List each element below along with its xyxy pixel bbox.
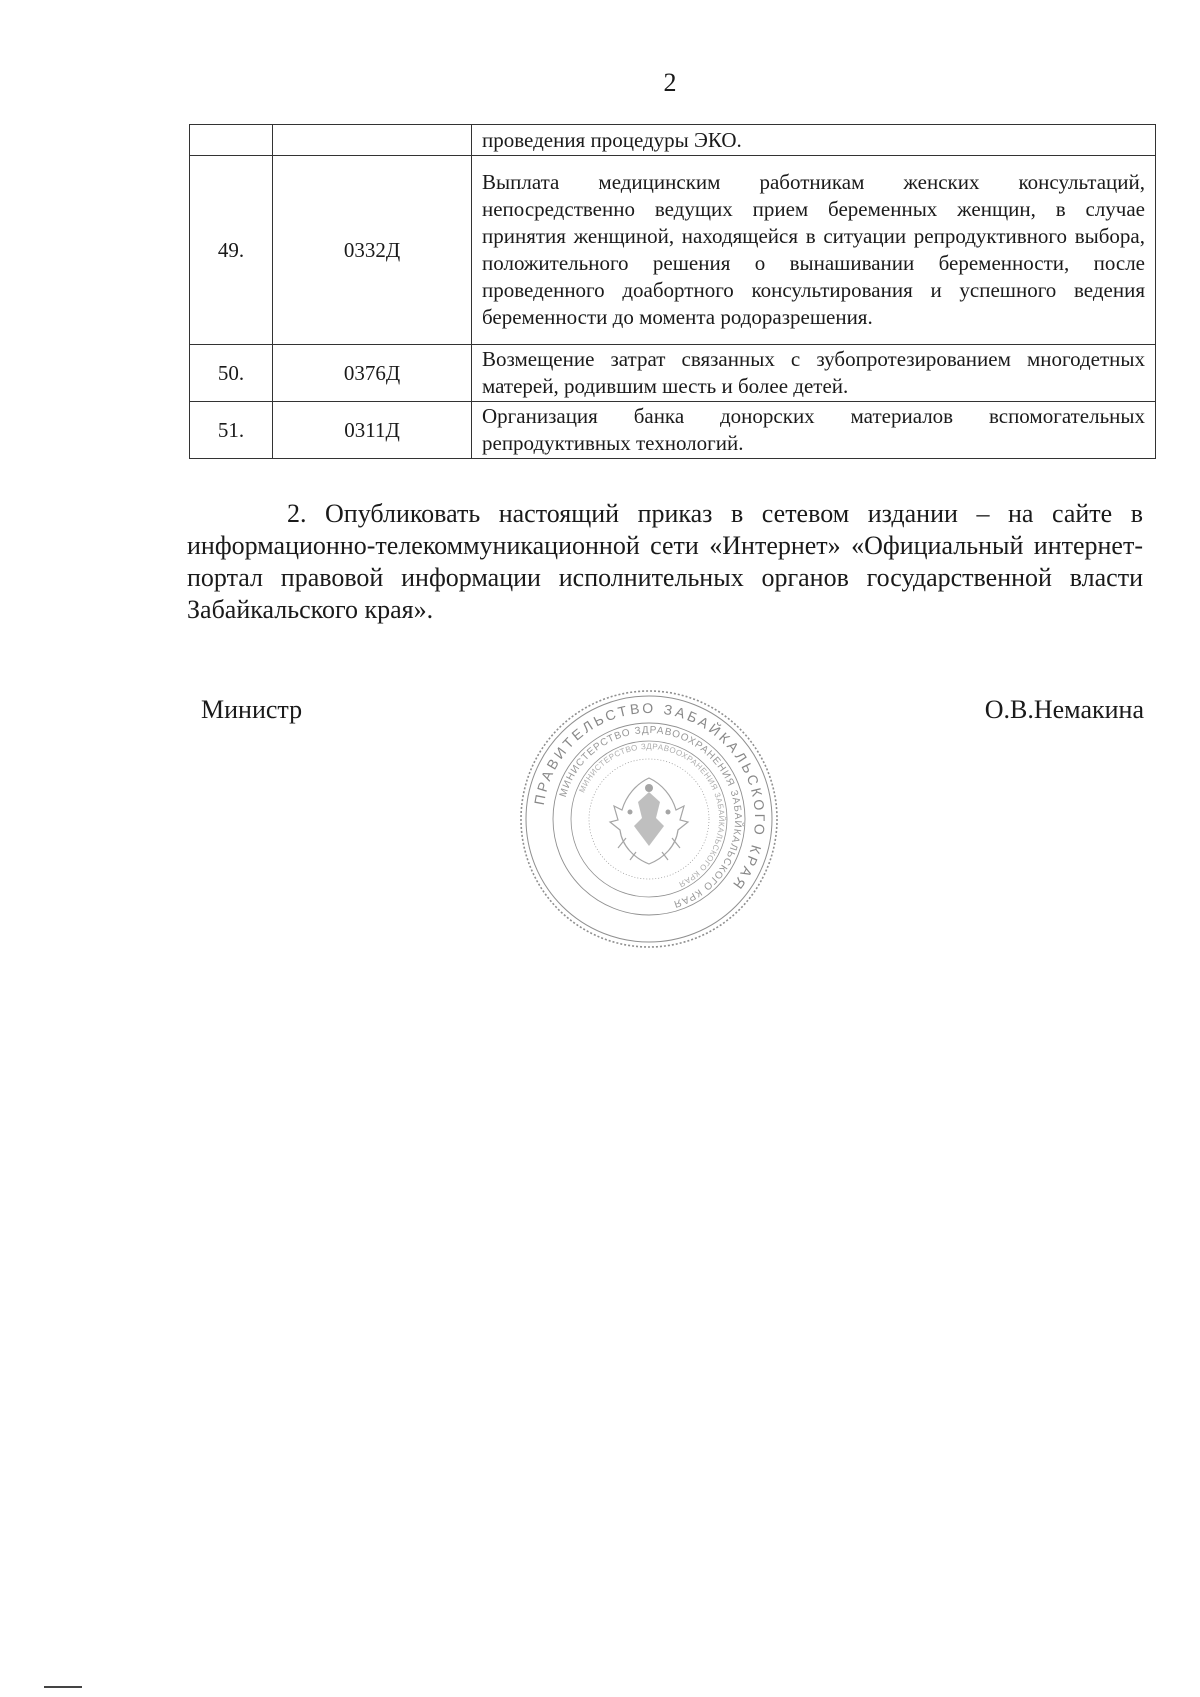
row-number: 50. [190, 345, 273, 402]
row-code: 0332Д [273, 156, 472, 345]
row-description: Организация банка донорских материалов вспомогательных репродуктивных технологий. [472, 402, 1156, 459]
seal-outer-text: ПРАВИТЕЛЬСТВО ЗАБАЙКАЛЬСКОГО КРАЯ [530, 699, 769, 895]
row-number: 51. [190, 402, 273, 459]
page-number: 2 [663, 68, 677, 97]
row-number: 49. [190, 156, 273, 345]
publication-paragraph: 2. Опубликовать настоящий приказ в сетевом издании – на сайте в информационно-телекоммуникационной сети «Интернет» «Официальный интернет-портал правовой информации исполнительных органов государственной власти Забайкальского края». [187, 499, 1143, 624]
row-description: Возмещение затрат связанных с зубопротезированием многодетных матерей, родившим шесть и более детей. [472, 345, 1156, 402]
official-seal [518, 688, 780, 950]
table-row [190, 345, 1156, 402]
coat-of-arms-emblem [610, 778, 688, 864]
row-description: проведения процедуры ЭКО. [472, 125, 1156, 156]
items-table [189, 124, 1156, 459]
row-description: Выплата медицинским работникам женских консультаций, непосредственно ведущих прием беременных женщин, в случае принятия женщиной, находящейся в ситуации репродуктивного выбора, положительного решения о вынашивании беременности, после проведенного доабортного консультирования и успешного ведения беременности до момента родоразрешения. [472, 156, 1156, 345]
seal-middle-text: МИНИСТЕРСТВО ЗДРАВООХРАНЕНИЯ ЗАБАЙКАЛЬСКОГО КРАЯ [557, 724, 744, 910]
table-row [190, 402, 1156, 459]
seal-inner-text: МИНИСТЕРСТВО ЗДРАВООХРАНЕНИЯ ЗАБАЙКАЛЬСКОГО КРАЯ [577, 741, 727, 890]
row-number [190, 125, 273, 156]
signatory-title: Министр [201, 695, 303, 724]
scan-artifact-line [44, 1686, 82, 1688]
row-code [273, 125, 472, 156]
table-row [190, 156, 1156, 345]
row-code: 0376Д [273, 345, 472, 402]
row-code: 0311Д [273, 402, 472, 459]
signatory-name: О.В.Немакина [984, 695, 1144, 724]
table-row [190, 125, 1156, 156]
